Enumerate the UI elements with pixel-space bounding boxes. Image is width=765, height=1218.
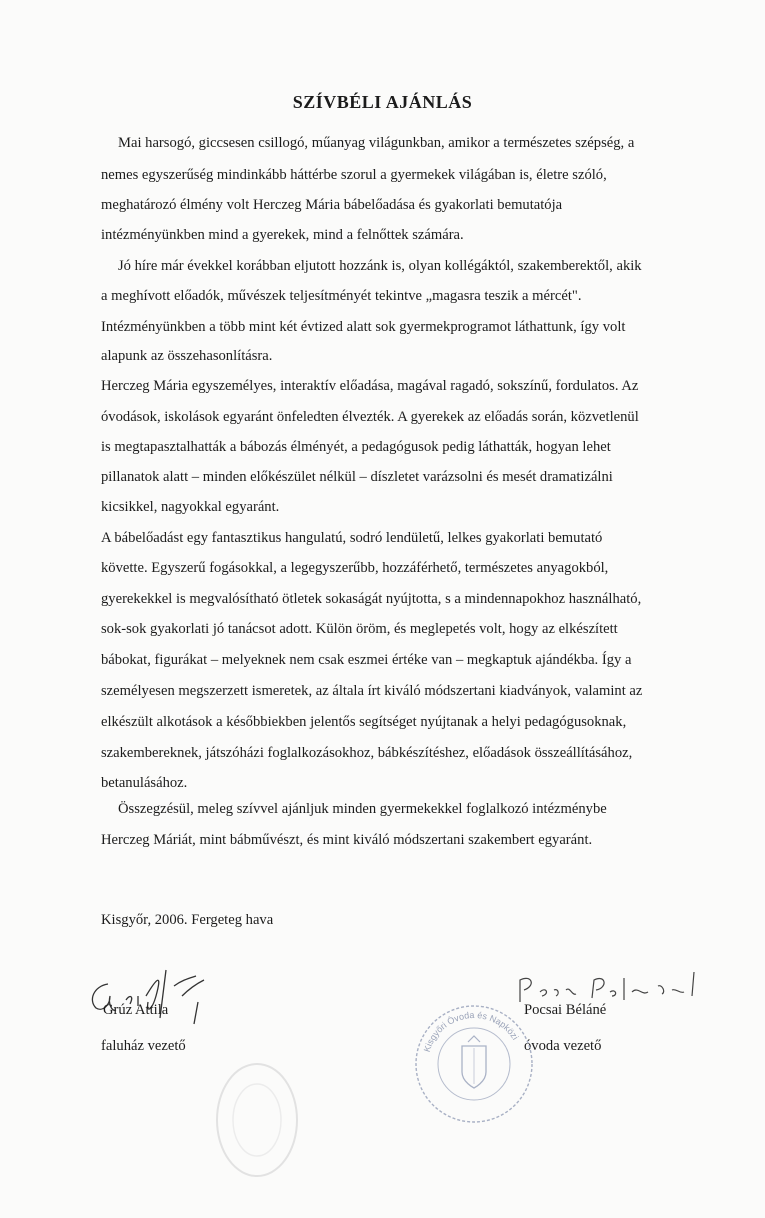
- left-signatory-role: faluház vezető: [101, 1038, 186, 1054]
- body-line: sok-sok gyakorlati jó tanácsot adott. Külön öröm, és meglepetés volt, hogy az elkészített: [101, 621, 618, 637]
- body-line: is megtapasztalhatták a bábozás élményét, a pedagógusok pedig láthatták, hogyan lehet: [101, 439, 611, 455]
- left-signatory-name: Grúz Attila: [103, 1002, 169, 1018]
- place-date: Kisgyőr, 2006. Fergeteg hava: [101, 912, 274, 928]
- right-signatory-role: óvoda vezető: [524, 1038, 602, 1054]
- body-line: Intézményünkben a több mint két évtized alatt sok gyermekprogramot láthattunk, így volt: [101, 319, 626, 335]
- body-line: betanulásához.: [101, 775, 188, 791]
- body-line: Herczeg Mária egyszemélyes, interaktív előadása, magával ragadó, sokszínű, fordulatos. Az: [101, 378, 639, 394]
- right-signatory-name: Pocsai Béláné: [524, 1002, 607, 1018]
- body-line: Összegzésül, meleg szívvel ajánljuk minden gyermekekkel foglalkozó intézménybe: [118, 801, 607, 817]
- document-title: SZÍVBÉLI AJÁNLÁS: [292, 92, 473, 112]
- body-line: bábokat, figurákat – melyeknek nem csak eszmei értéke van – megkaptuk ajándékba. Így a: [101, 652, 632, 668]
- body-line: elkészült alkotások a későbbiekben jelentős segítséget nyújtanak a helyi pedagógusoknak,: [101, 714, 627, 730]
- body-line: intézményünkben mind a gyerekek, mind a felnőttek számára.: [101, 227, 464, 243]
- body-line: szakembereknek, játszóházi foglalkozásokhoz, bábkészítéshez, előadások összeállításához,: [101, 745, 633, 761]
- body-line: nemes egyszerűség mindinkább háttérbe szorul a gyermekek világában is, életre szóló,: [101, 167, 607, 183]
- body-line: A bábelőadást egy fantasztikus hangulatú, sodró lendületű, lelkes gyakorlati bemutató: [101, 530, 603, 546]
- official-stamp: [412, 1002, 536, 1126]
- body-line: óvodások, iskolások egyaránt önfeledten élvezték. A gyerekek az előadás során, közvetlenül: [101, 409, 639, 425]
- body-line: pillanatok alatt – minden előkészület nélkül – díszletet varázsolni és mesét dramatizálni: [101, 469, 613, 485]
- body-line: alapunk az összehasonlításra.: [101, 348, 273, 364]
- body-line: Jó híre már évekkel korábban eljutott hozzánk is, olyan kollégáktól, szakemberektől, akik: [118, 258, 642, 274]
- body-line: kicsikkel, nagyokkal egyaránt.: [101, 499, 280, 515]
- body-line: gyerekekkel is megvalósítható ötletek sokaságát nyújtotta, s a mindennapokhoz használható,: [101, 591, 642, 607]
- body-line: a meghívott előadók, művészek teljesítményét tekintve „magasra teszik a mércét".: [101, 288, 582, 304]
- body-line: követte. Egyszerű fogásokkal, a legegyszerűbb, hozzáférhető, természetes anyagokból,: [101, 560, 609, 576]
- body-line: személyesen megszerzett ismeretek, az általa írt kiváló módszertani kiadványok, valamint az: [101, 683, 643, 699]
- faint-stamp-ghost: [212, 1060, 302, 1180]
- body-line: Mai harsogó, giccsesen csillogó, műanyag világunkban, amikor a természetes szépség, a: [118, 135, 635, 151]
- stamp-text: Kisgyőri Óvoda és Napközi: [421, 1009, 521, 1054]
- body-line: meghatározó élmény volt Herczeg Mária bábelőadása és gyakorlati bemutatója: [101, 197, 563, 213]
- body-line: Herczeg Máriát, mint bábművészt, és mint kiváló módszertani szakembert egyaránt.: [101, 832, 593, 848]
